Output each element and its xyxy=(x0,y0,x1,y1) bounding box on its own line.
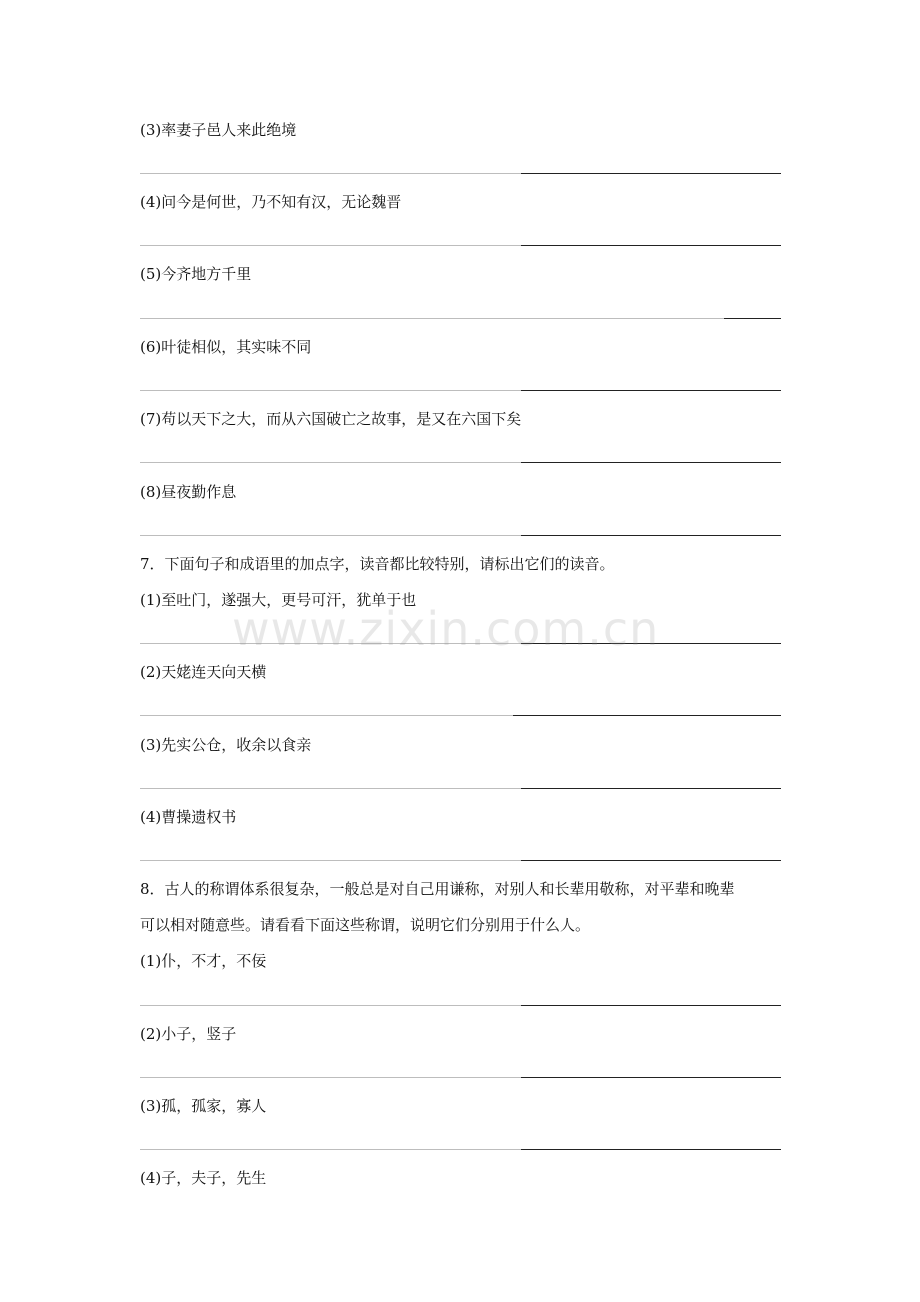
item-8-2: (2)小子，竖子 xyxy=(140,1025,237,1043)
item-8-4: (4)子，夫子，先生 xyxy=(140,1169,267,1187)
answer-underline-6-8 xyxy=(521,535,781,536)
answer-underline-6-4 xyxy=(521,245,781,246)
answer-underline-7-4 xyxy=(521,860,781,861)
item-6-3: (3)率妻子邑人来此绝境 xyxy=(140,121,297,139)
item-8-3: (3)孤，孤家，寡人 xyxy=(140,1097,267,1115)
answer-underline-8-3 xyxy=(521,1149,781,1150)
item-6-6: (6)叶徒相似，其实味不同 xyxy=(140,338,312,356)
item-7-4: (4)曹操遗权书 xyxy=(140,808,237,826)
item-6-5: (5)今齐地方千里 xyxy=(140,265,252,283)
item-6-7: (7)苟以天下之大，而从六国破亡之故事，是又在六国下矣 xyxy=(140,410,522,428)
item-8-1: (1)仆，不才，不佞 xyxy=(140,952,267,970)
item-6-8: (8)昼夜勤作息 xyxy=(140,483,237,501)
watermark: www.zixin.com.cn xyxy=(232,602,660,656)
answer-underline-6-7 xyxy=(521,462,781,463)
question-8-prompt-line1: 8．古人的称谓体系很复杂，一般总是对自己用谦称，对别人和长辈用敬称，对平辈和晚辈 xyxy=(140,880,735,898)
item-6-4: (4)问今是何世，乃不知有汉，无论魏晋 xyxy=(140,193,402,211)
answer-underline-8-1 xyxy=(521,1005,781,1006)
answer-underline-6-3 xyxy=(521,173,781,174)
answer-line-6-5[interactable] xyxy=(140,318,781,319)
answer-underline-7-2 xyxy=(513,715,781,716)
answer-underline-6-5 xyxy=(724,318,781,319)
answer-underline-6-6 xyxy=(521,390,781,391)
question-7-prompt: 7．下面句子和成语里的加点字，读音都比较特别，请标出它们的读音。 xyxy=(140,555,615,573)
item-7-1: (1)至吐门，遂强大，更号可汗，犹单于也 xyxy=(140,591,417,609)
question-8-prompt-line2: 可以相对随意些。请看看下面这些称谓，说明它们分别用于什么人。 xyxy=(140,916,591,934)
item-7-3: (3)先实公仓，收余以食亲 xyxy=(140,736,312,754)
item-7-2: (2)天姥连天向天横 xyxy=(140,663,267,681)
answer-underline-7-3 xyxy=(521,788,781,789)
answer-underline-8-2 xyxy=(521,1077,781,1078)
